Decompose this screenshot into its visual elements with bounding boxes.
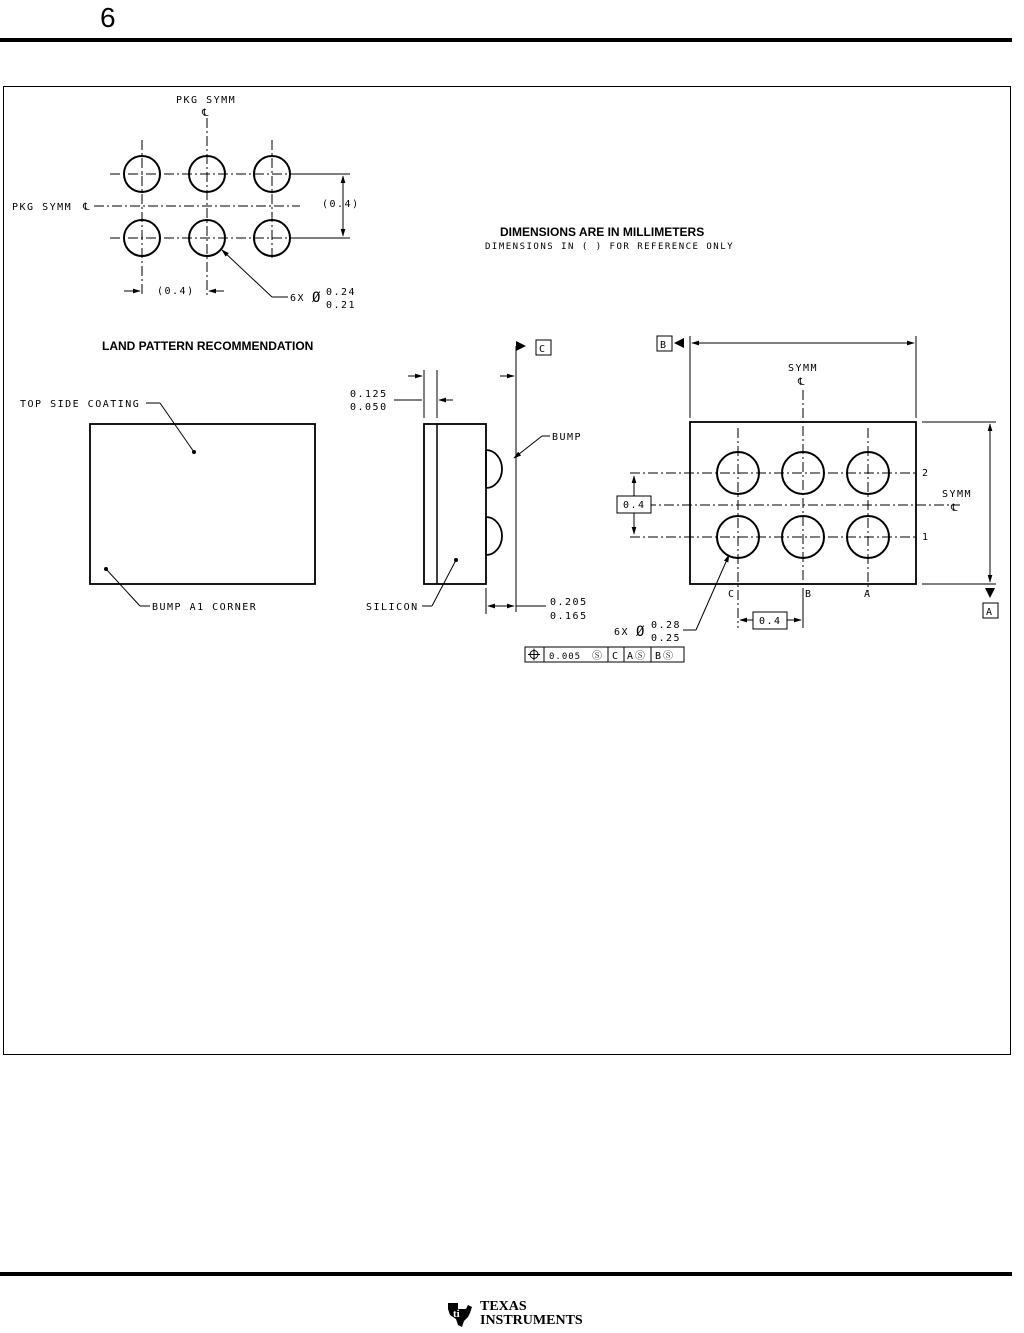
centerline-symbol: ℄ (83, 202, 91, 213)
coating-thickness-max: 0.125 (350, 389, 388, 400)
col-c-label: C (728, 589, 736, 600)
datum-a-flag (985, 588, 995, 598)
footer-rule (0, 1272, 1012, 1276)
centerline-symbol: ℄ (798, 377, 806, 388)
col-b-label: B (805, 589, 813, 600)
datum-c-flag (516, 341, 526, 351)
units-note: DIMENSIONS ARE IN MILLIMETERS (500, 225, 705, 239)
ball-pitch-horizontal: 0.4 (759, 616, 782, 627)
bump-label: BUMP (552, 432, 583, 443)
tolerance-ref-c: C (612, 651, 619, 662)
symm-top-label: SYMM (788, 363, 819, 374)
tolerance-value: 0.005 (549, 652, 582, 662)
top-view (20, 399, 315, 613)
ti-logo (444, 1299, 583, 1329)
ti-state-icon (444, 1299, 476, 1329)
pkg-symm-left-label: PKG SYMM (12, 202, 73, 213)
logo-line-2: INSTRUMENTS (480, 1313, 583, 1328)
col-a-label: A (864, 589, 872, 600)
pad-dia-min: 0.21 (326, 300, 357, 311)
row-2-label: 2 (922, 468, 930, 479)
ball-pitch-vertical: 0.4 (623, 500, 646, 511)
datum-b-label: B (660, 340, 668, 351)
bottom-view (614, 336, 998, 644)
symm-right-label: SYMM (942, 489, 973, 500)
svg-text:ti: ti (453, 1308, 460, 1320)
centerline-symbol: ℄ (951, 503, 959, 514)
bump-shape (486, 517, 502, 555)
bump-height-min: 0.165 (550, 611, 588, 622)
tolerance-ref-b: B (655, 651, 662, 662)
datum-c-label: C (539, 344, 547, 355)
pad-dia-max: 0.24 (326, 287, 357, 298)
bump-a1-corner-label: BUMP A1 CORNER (152, 602, 258, 613)
pkg-symm-top-label: PKG SYMM (176, 95, 237, 106)
bump-height-max: 0.205 (550, 597, 588, 608)
coating-dot (192, 450, 196, 454)
row-1-label: 1 (922, 532, 930, 543)
bump-shape (486, 450, 502, 488)
top-side-coating-label: TOP SIDE COATING (20, 399, 141, 410)
land-pattern-view (12, 95, 360, 353)
ball-dia-min: 0.25 (651, 633, 682, 644)
rfs-symbol: Ⓢ (663, 651, 673, 662)
position-tolerance-frame (525, 647, 684, 662)
land-pitch-horizontal: (0.4) (157, 286, 195, 297)
page-number: 6 (100, 2, 116, 33)
ball-dia-max: 0.28 (651, 620, 682, 631)
silicon-label: SILICON (366, 602, 419, 613)
ball-count: 6X (614, 627, 630, 638)
logo-line-1: TEXAS (480, 1299, 527, 1314)
diameter-icon: Ø (636, 624, 646, 640)
coating-thickness-min: 0.050 (350, 402, 388, 413)
centerline-symbol: ℄ (202, 108, 210, 119)
rfs-symbol: Ⓢ (635, 651, 645, 662)
datum-a-label: A (986, 607, 994, 618)
pad-count: 6X (290, 293, 306, 304)
land-pattern-title: LAND PATTERN RECOMMENDATION (102, 339, 314, 353)
land-pitch-vertical: (0.4) (322, 199, 360, 210)
side-view (350, 340, 588, 622)
reference-note: DIMENSIONS IN ( ) FOR REFERENCE ONLY (485, 242, 735, 252)
position-icon (528, 649, 540, 661)
diameter-icon: Ø (312, 290, 322, 306)
datum-b-flag (674, 338, 684, 348)
rfs-symbol: Ⓢ (592, 651, 602, 662)
tolerance-ref-a: A (627, 651, 634, 662)
